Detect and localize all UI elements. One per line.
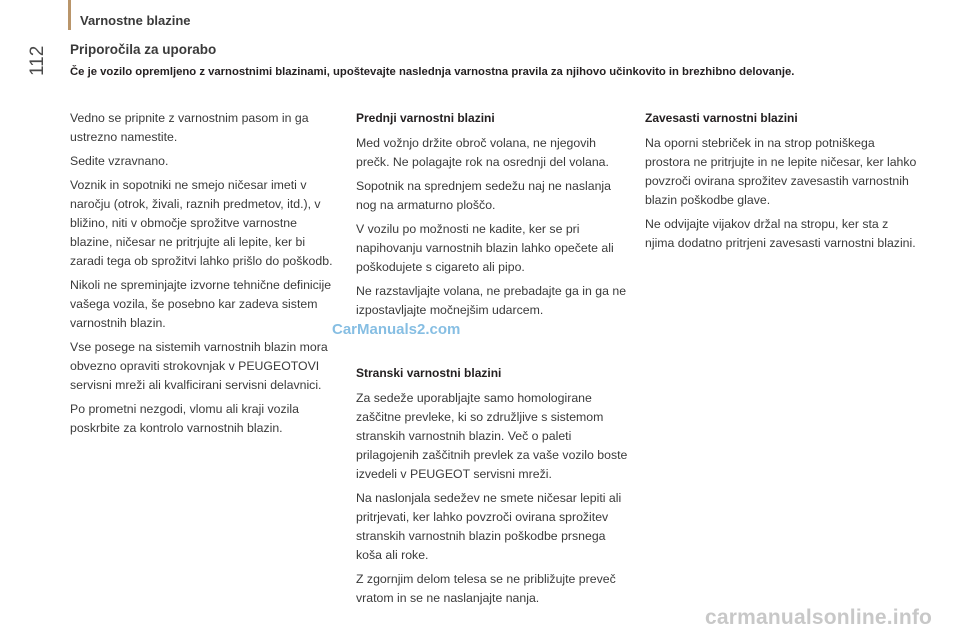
paragraph: Za sedeže uporabljajte samo homologirane zaščitne prevleke, ki so združljive s sistemom stranskih varnostnih blazin. Več o paleti prilagojenih zaščitnih prevlek za vaše vozilo boste izvedeli v PEUGEOT servisni mreži. — [356, 391, 628, 481]
paragraph: Med vožnjo držite obroč volana, ne njegovih prečk. Ne polagajte rok na osrednji del volana. — [356, 136, 609, 169]
paragraph: Ne odvijajte vijakov držal na stropu, ker sta z njima dodatno pritrjeni zavesasti varnostni blazini. — [645, 217, 916, 250]
intro-text: Če je vozilo opremljeno z varnostnimi blazinami, upoštevajte naslednja varnostna pravila za njihovo učinkovito in brezhibno delovanje. — [70, 66, 795, 78]
paragraph: Sopotnik na sprednjem sedežu naj ne naslanja nog na armaturno ploščo. — [356, 179, 611, 212]
section-title: Varnostne blazine — [80, 13, 191, 28]
paragraph: Z zgornjim delom telesa se ne približujte preveč vratom in se ne naslanjajte nanja. — [356, 572, 616, 605]
column-curtain-airbags — [645, 109, 917, 258]
paragraph: Po prometni nezgodi, vlomu ali kraji vozila poskrbite za kontrolo varnostnih blazin. — [70, 402, 299, 435]
column-general-rules — [70, 109, 342, 443]
paragraph: V vozilu po možnosti ne kadite, ker se pri napihovanju varnostnih blazin lahko opečete ali poškodujete s cigareto ali pipo. — [356, 222, 614, 274]
paragraph: Sedite vzravnano. — [70, 154, 169, 168]
section-accent-bar — [68, 0, 71, 30]
paragraph: Ne razstavljajte volana, ne prebadajte ga in ga ne izpostavljajte močnejšim udarcem. — [356, 284, 627, 317]
watermark-carmanualsonline: carmanualsonline.info — [705, 606, 933, 629]
paragraph: Voznik in sopotniki ne smejo ničesar imeti v naročju (otrok, živali, raznih predmetov, itd.), v bližino, niti v območje sprožitve varnostne blazine, ničesar ne pritrjujte ali lepite, ker bi zaradi tega ob sprožitvi lahko prišlo do poškodb. — [70, 178, 333, 268]
paragraph: Na naslonjala sedežev ne smete ničesar lepiti ali pritrjevati, ker lahko povzroči ovirana sprožitev stranskih varnostnih blazin poškodbe prsnega koša ali roke. — [356, 491, 622, 562]
watermark-carmanuals2: CarManuals2.com — [332, 321, 461, 338]
column-front-side-airbags — [356, 109, 630, 613]
paragraph: Vse posege na sistemih varnostnih blazin mora obvezno opraviti strokovnjak v PEUGEOTOVI servisni mreži ali kvalficirani servisni delavnici. — [70, 340, 328, 392]
side-airbags-title: Stranski varnostni blazini — [356, 366, 502, 380]
paragraph: Na oporni stebriček in na strop potniškega prostora ne pritrjujte in ne lepite ničesar, ker lahko povzroči ovirana sprožitev zavesastih varnostnih blazin poškodbe glave. — [645, 136, 917, 207]
page-heading: Priporočila za uporabo — [70, 42, 217, 57]
paragraph: Vedno se pripnite z varnostnim pasom in ga ustrezno namestite. — [70, 111, 309, 144]
paragraph: Nikoli ne spreminjajte izvorne tehnične definicije vašega vozila, še posebno kar zadeva sistem varnostnih blazin. — [70, 278, 332, 330]
page-number: 112 — [27, 45, 48, 76]
front-airbags-title: Prednji varnostni blazini — [356, 111, 495, 125]
curtain-airbags-title: Zavesasti varnostni blazini — [645, 111, 798, 125]
